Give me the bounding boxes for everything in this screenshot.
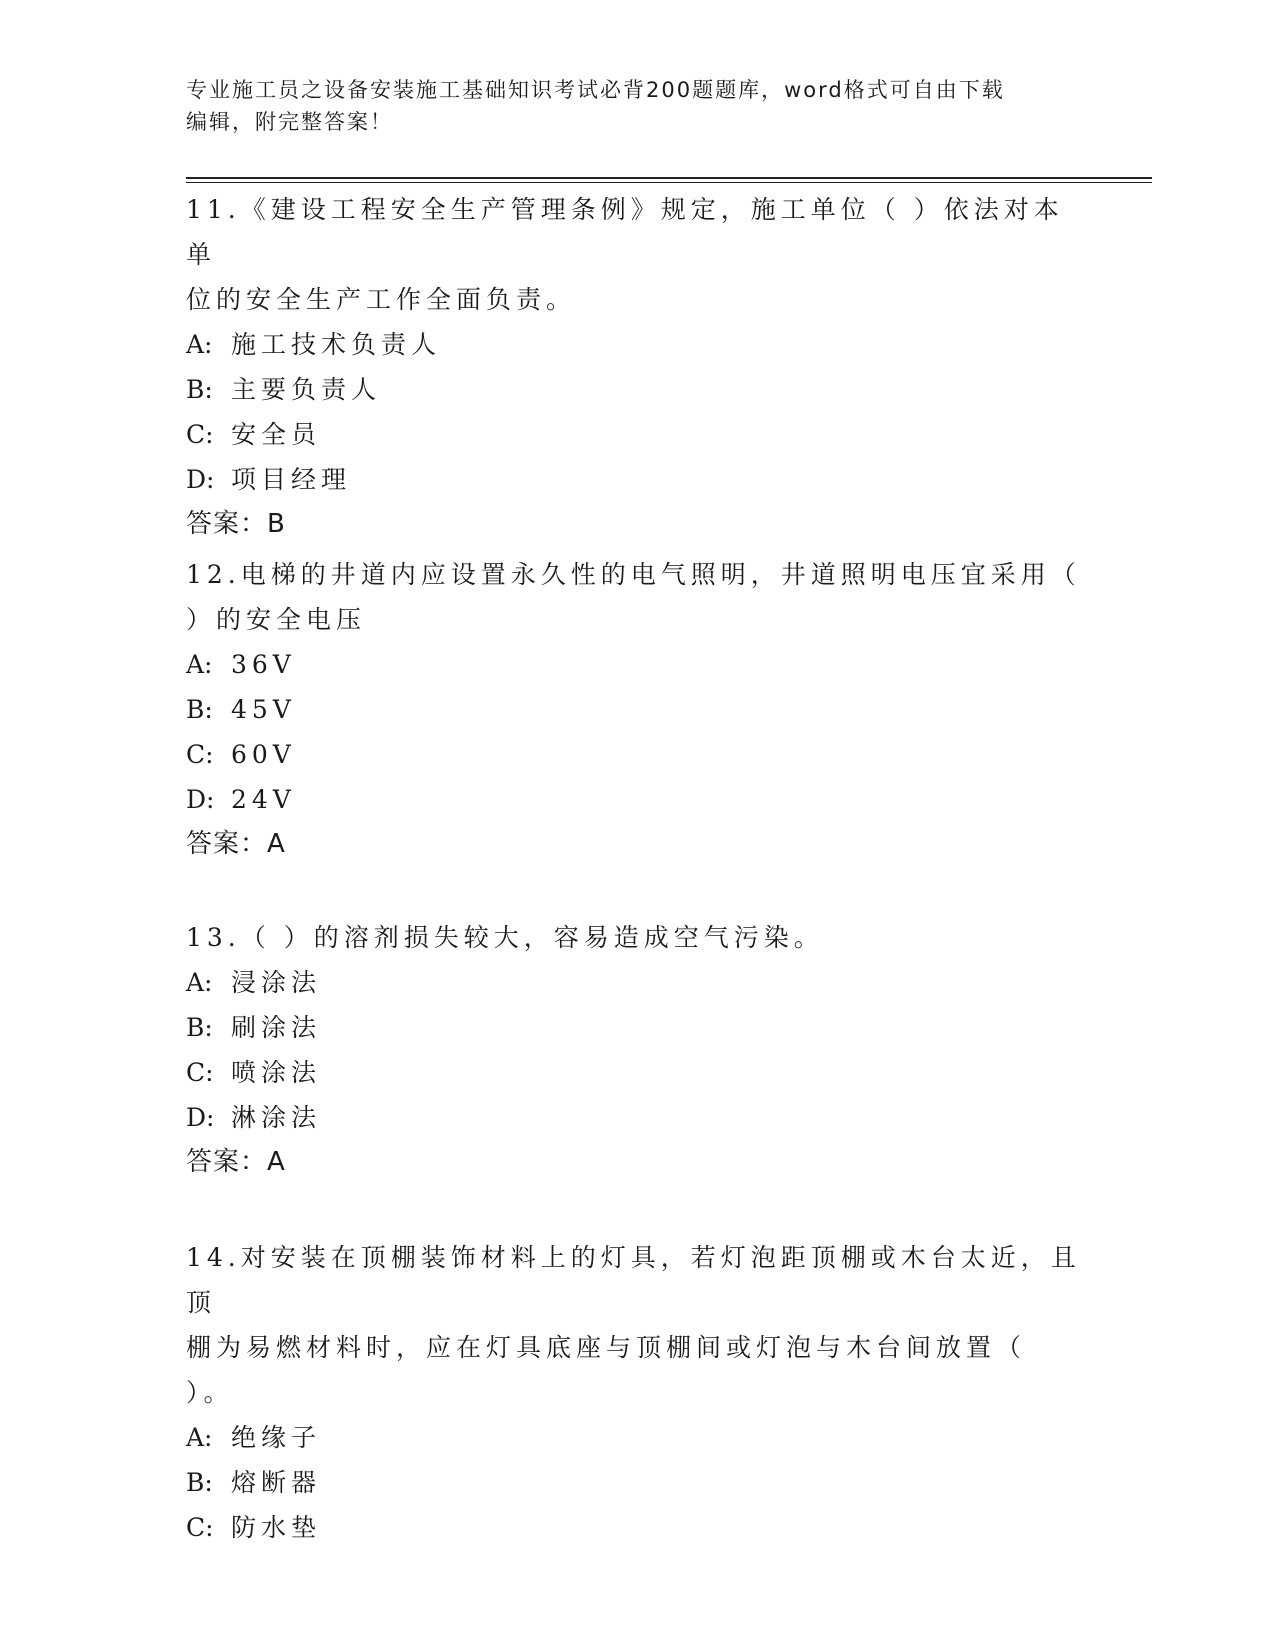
option-text: 45V: [231, 695, 296, 724]
option-letter: B:: [186, 1013, 213, 1042]
option-c: [186, 1505, 1086, 1550]
option-text: 24V: [231, 785, 296, 814]
header-line-1: 专业施工员之设备安装施工基础知识考试必背200题题库，word格式可自由下载: [186, 78, 1005, 102]
option-letter: C:: [186, 1058, 214, 1087]
option-c: [186, 412, 1086, 457]
document-header: [186, 74, 1066, 138]
option-d: [186, 1095, 1086, 1140]
question-11: [186, 187, 1086, 547]
option-letter: B:: [186, 1468, 213, 1497]
option-letter: B:: [186, 695, 213, 724]
question-13: [186, 915, 1086, 1185]
question-12: [186, 552, 1086, 867]
option-a: [186, 642, 1086, 687]
option-letter: B:: [186, 375, 213, 404]
question-text-line: ）的安全电压: [186, 605, 367, 634]
question-text-line: 位的安全生产工作全面负责。: [186, 285, 577, 314]
option-text: 熔断器: [231, 1468, 322, 1497]
option-text: 60V: [231, 740, 296, 769]
option-letter: A:: [186, 330, 213, 359]
option-text: 淋涂法: [231, 1103, 322, 1132]
option-d: [186, 457, 1086, 502]
answer-line: 答案：B: [186, 509, 286, 539]
header-divider-thick: [186, 177, 1152, 179]
option-text: 施工技术负责人: [231, 330, 442, 359]
option-text: 防水垫: [231, 1513, 322, 1542]
option-c: [186, 732, 1086, 777]
option-text: 喷涂法: [231, 1058, 322, 1087]
option-letter: D:: [186, 785, 215, 814]
option-c: [186, 1050, 1086, 1095]
header-line-2: 编辑，附完整答案！: [186, 110, 393, 134]
question-text-line: 13.（ ）的溶剂损失较大，容易造成空气污染。: [186, 923, 824, 952]
question-text-line: 棚为易燃材料时，应在灯具底座与顶棚间或灯泡与木台间放置（ ）。: [186, 1333, 1027, 1407]
option-letter: A:: [186, 968, 213, 997]
option-text: 主要负责人: [231, 375, 382, 404]
option-a: [186, 960, 1086, 1005]
option-text: 36V: [231, 650, 296, 679]
option-letter: C:: [186, 1513, 214, 1542]
answer-line: 答案：A: [186, 1147, 286, 1177]
question-text-line: 14.对安装在顶棚装饰材料上的灯具，若灯泡距顶棚或木台太近，且顶: [186, 1243, 1081, 1317]
header-divider-thin: [186, 182, 1152, 183]
option-text: 项目经理: [231, 465, 352, 494]
option-text: 刷涂法: [231, 1013, 322, 1042]
option-a: [186, 1415, 1086, 1460]
question-14: [186, 1235, 1086, 1550]
option-letter: C:: [186, 420, 214, 449]
option-b: [186, 687, 1086, 732]
option-b: [186, 1460, 1086, 1505]
answer-line: 答案：A: [186, 829, 286, 859]
option-letter: C:: [186, 740, 214, 769]
question-text-line: 12.电梯的井道内应设置永久性的电气照明，井道照明电压宜采用（: [186, 560, 1081, 589]
option-a: [186, 322, 1086, 367]
option-b: [186, 367, 1086, 412]
option-text: 绝缘子: [231, 1423, 322, 1452]
option-text: 浸涂法: [231, 968, 322, 997]
option-text: 安全员: [231, 420, 322, 449]
option-letter: A:: [186, 1423, 213, 1452]
question-text-line: 11.《建设工程安全生产管理条例》规定，施工单位（ ）依法对本单: [186, 195, 1064, 269]
option-letter: D:: [186, 465, 215, 494]
option-b: [186, 1005, 1086, 1050]
option-letter: A:: [186, 650, 213, 679]
option-letter: D:: [186, 1103, 215, 1132]
option-d: [186, 777, 1086, 822]
